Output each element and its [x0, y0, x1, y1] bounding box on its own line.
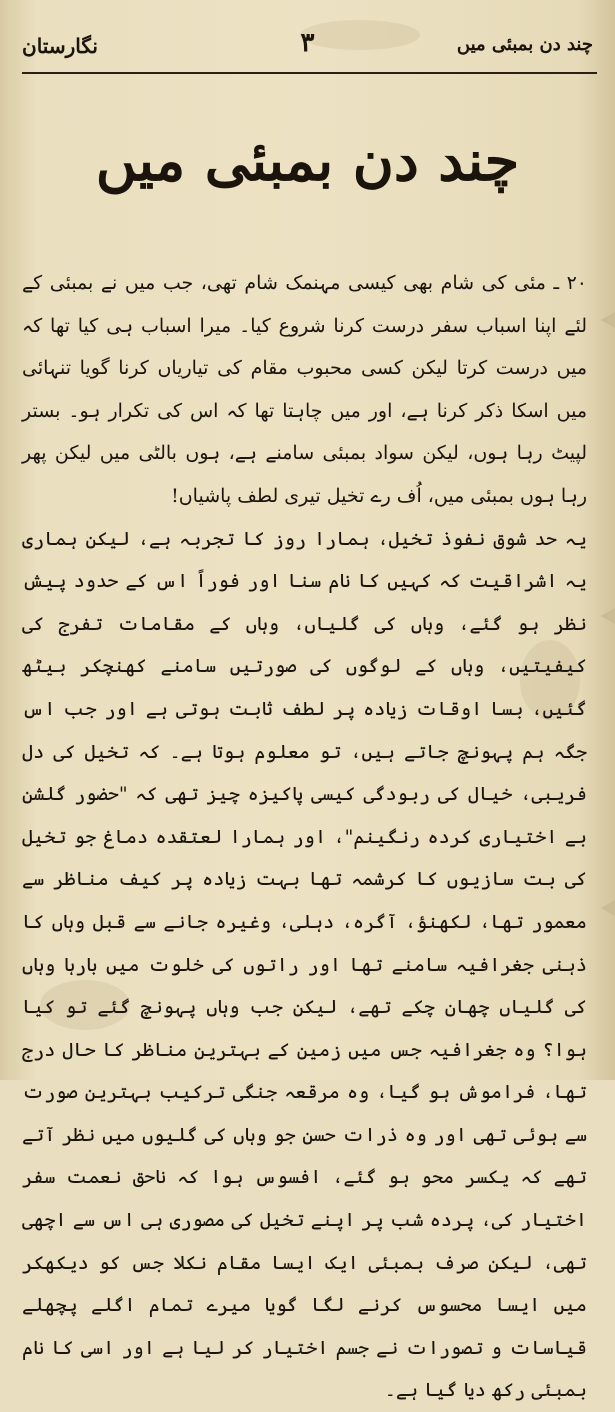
page-edge-notch — [601, 312, 615, 328]
header-rule — [22, 72, 597, 74]
page-edge-notch — [601, 608, 615, 624]
chapter-title: چند دن بمبئی میں — [95, 128, 520, 194]
paragraph-1: ۲۰ ـ مئی کی شام بھی کیسی مہنمک شام تھی، جب میں نے بمبئی کے لئے اپنا اسباب سفر درست کرنا شروع کیا۔ میرا اسباب ہی کیا تھا کہ میں درست کرتا لیکن کسی محبوب مقام کی تیاریاں کرنا گویا تنہائی میں اسکا ذکر کرنا ہے، اور میں چاہتا تھا کہ اس کی تکرار ہو۔ بستر لپیٹ رہا ہوں، لیکن سواد بمبئی سامنے ہے، ہوں بالٹی میں لیکن پھر رہا ہوں بمبئی میں، اُف رے تخیل تیری لطف پاشیاں! — [22, 272, 587, 507]
page-number: ۳ — [300, 28, 315, 58]
running-title-right: چند دن بمبئی میں — [456, 34, 593, 55]
page-header — [22, 28, 593, 68]
paragraph-2: یہ حد شوق نفوذ تخیل، ہمارا روز کا تجربہ ہے، لیکن ہماری یہ اشراقیت کہ کہیں کا نام سنا اور فوراً اس کے حدود پیش نظر ہو گئے، وہاں کی گلیاں، وہاں کے مقامات تفرج کی کیفیتیں، وہاں کے لوگوں کی صورتیں سامنے کھنچکر بیٹھ گئیں، بسا اوقات زیادہ پر لطف ثابت ہوتی ہے اور جب اس جگہ ہم پہونچ جاتے ہیں، تو معلوم ہوتا ہے۔ کہ تخیل کی دل فریبی، خیال کی ربودگی کیسی پاکیزہ چیز تھی کہ "حضور گلشن بے اختیاری کردہ رنگینم"، اور ہمارا لعتقدہ دماغ جو تخیل کی بت سازیوں کا کرشمہ تھا بہت زیادہ پر کیف مناظر سے معمور تھا، لکھنؤ، آگرہ، دہلی، وغیرہ جانے سے قبل وہاں کا ذہنی جغرافیہ سامنے تھا اور راتوں کی خلوت میں بارہا وہاں کی گلیاں چھان چکے تھے، لیکن جب وہاں پہونچ گئے تو کیا ہوا؟ وہ جغرافیہ جس میں زمین کے بہترین مناظر کا حال درج تھا، فراموش ہو گیا، وہ مرقعہ جنگی ترکیب بہترین صورت سے ہوئی تھی اور وہ ذرات حسن جو وہاں کی گلیوں میں نظر آتے تھے کہ یکسر محو ہو گئے، افسوس ہوا کہ ناحق نعمت سفر اختیار کی، پردہ شب پر اپنے تخیل کی مصوری ہی اس سے اچھی تھی، لیکن صرف بمبئی ایک ایسا مقام نکلا جس کو دیکھکر میں ایسا محسوس کرنے لگا گویا میرے تمام اگلے پچھلے قیاسات و تصورات نے جسم اختیار کر لیا ہے اور اسی کا نام بمبئی رکھ دیا گیا ہے۔ — [22, 527, 587, 1402]
running-title-left: نگارستان — [22, 34, 98, 58]
body-text — [22, 262, 587, 1412]
page-edge-notch — [601, 900, 615, 916]
